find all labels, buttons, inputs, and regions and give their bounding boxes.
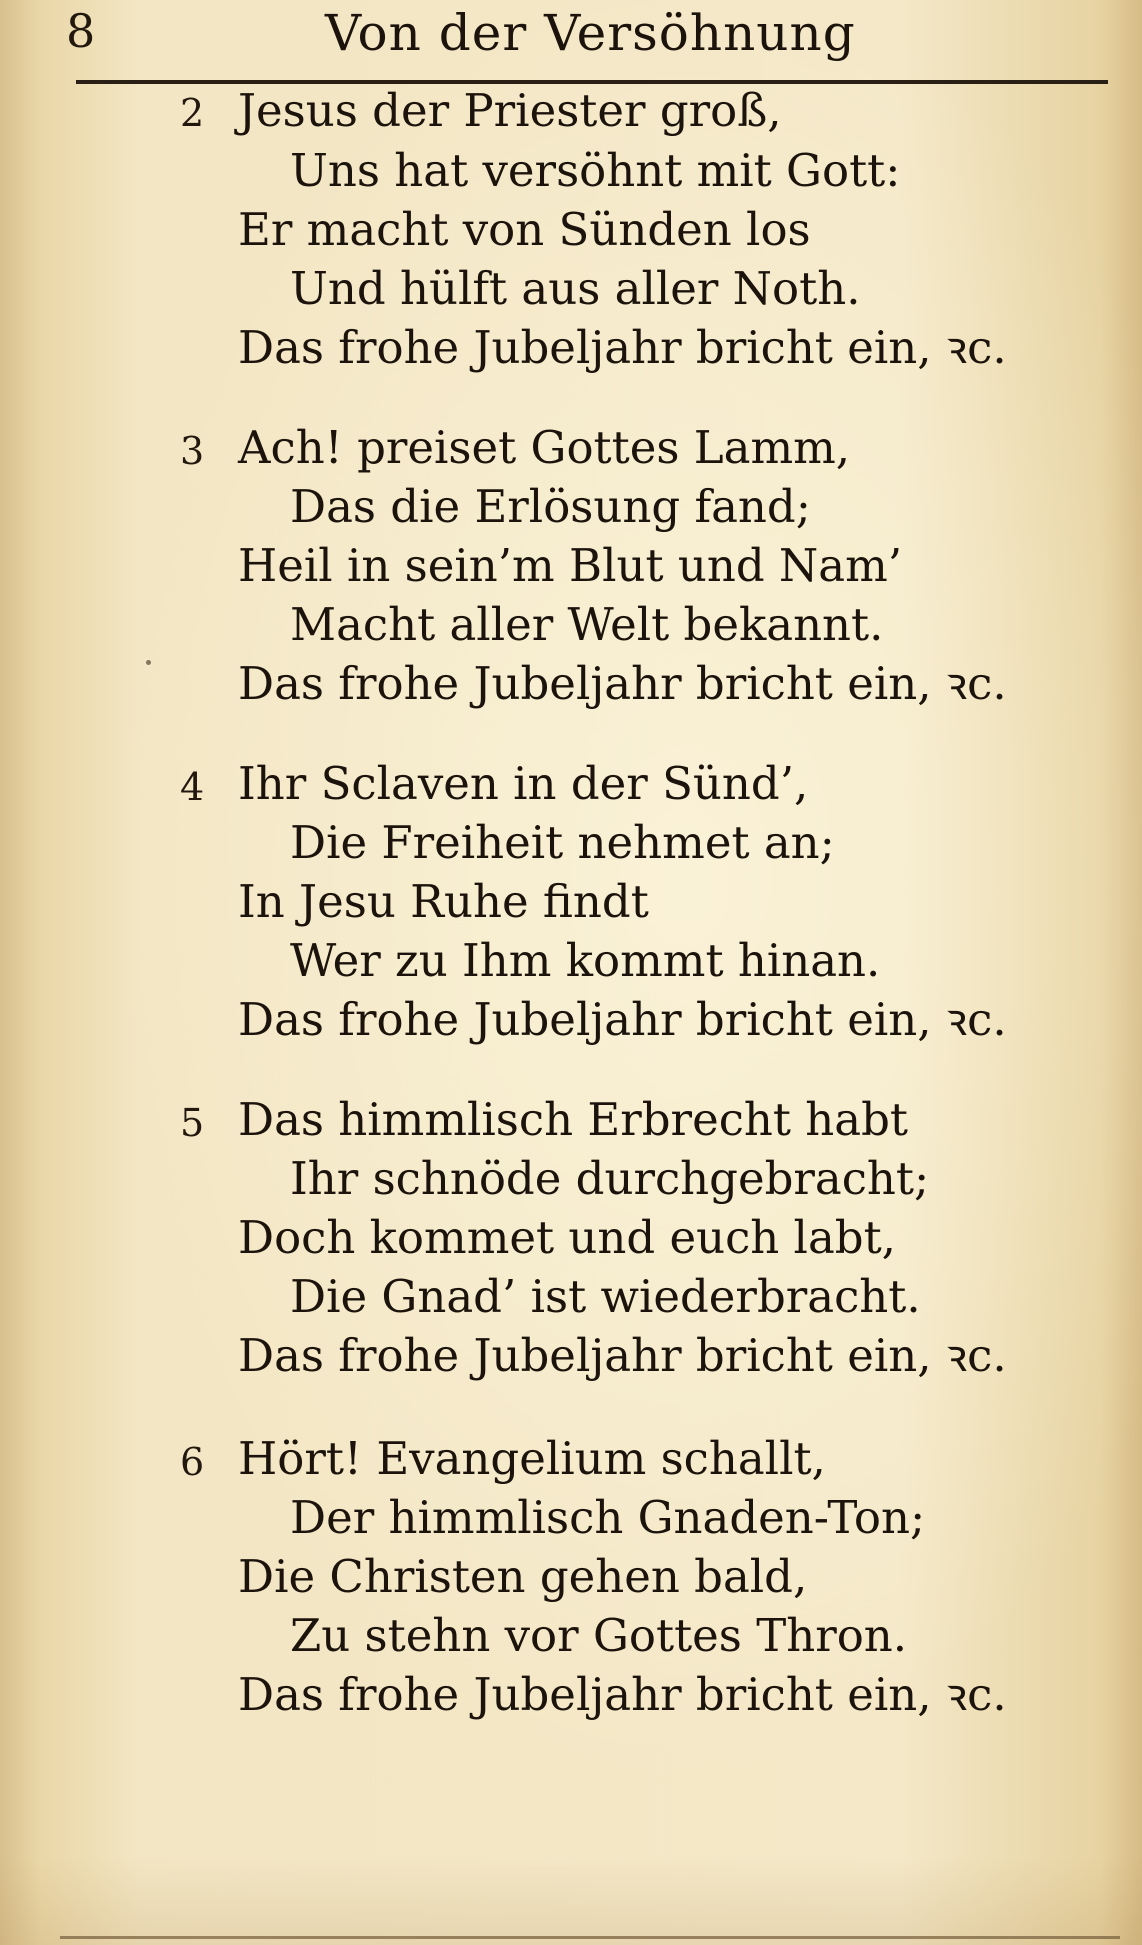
verse-line: Das himmlisch Erbrecht habt — [238, 1093, 908, 1146]
stanza-number: 4 — [180, 765, 205, 809]
verse-line: Ihr schnöde durchgebracht; — [290, 1152, 930, 1205]
verse-line: Das die Erlösung fand; — [290, 480, 811, 533]
verse-line: Hört! Evangelium schallt, — [238, 1432, 826, 1485]
stanza-number: 6 — [180, 1440, 205, 1484]
refrain-line: Das frohe Jubeljahr bricht ein, ꝛc. — [238, 1668, 1007, 1721]
verse-line: Die Freiheit nehmet an; — [290, 816, 835, 869]
verse-line: Der himmlisch Gnaden-Ton; — [290, 1491, 926, 1544]
verse-line: Doch kommet und euch labt, — [238, 1211, 896, 1264]
bottom-edge-rule — [60, 1936, 1120, 1939]
stanza-number: 2 — [180, 91, 205, 135]
verse-line: Jesus der Priester groß, — [238, 84, 782, 137]
verse-line: Er macht von Sünden los — [238, 203, 811, 256]
running-head: Von der Versöhnung — [325, 4, 856, 62]
verse-line: Und hülft aus aller Noth. — [290, 262, 861, 315]
verse-line: In Jesu Ruhe findt — [238, 875, 649, 928]
verse-line: Heil in sein’m Blut und Nam’ — [238, 539, 903, 592]
verse-line: Die Christen gehen bald, — [238, 1550, 808, 1603]
refrain-line: Das frohe Jubeljahr bricht ein, ꝛc. — [238, 993, 1007, 1046]
refrain-line: Das frohe Jubeljahr bricht ein, ꝛc. — [238, 657, 1007, 710]
refrain-line: Das frohe Jubeljahr bricht ein, ꝛc. — [238, 321, 1007, 374]
refrain-line: Das frohe Jubeljahr bricht ein, ꝛc. — [238, 1329, 1007, 1382]
verse-line: Ihr Sclaven in der Sünd’, — [238, 757, 809, 810]
verse-line: Wer zu Ihm kommt hinan. — [290, 934, 881, 987]
verse-line: Macht aller Welt bekannt. — [290, 598, 884, 651]
page-number: 8 — [66, 4, 96, 58]
verse-line: Ach! preiset Gottes Lamm, — [238, 421, 851, 474]
ink-speck — [146, 660, 151, 665]
stanza-number: 3 — [180, 429, 205, 473]
stanza-number: 5 — [180, 1101, 205, 1145]
verse-line: Uns hat versöhnt mit Gott: — [290, 144, 901, 197]
page-header — [0, 0, 1142, 85]
verse-line: Die Gnad’ ist wiederbracht. — [290, 1270, 921, 1323]
verse-line: Zu stehn vor Gottes Thron. — [290, 1609, 908, 1662]
